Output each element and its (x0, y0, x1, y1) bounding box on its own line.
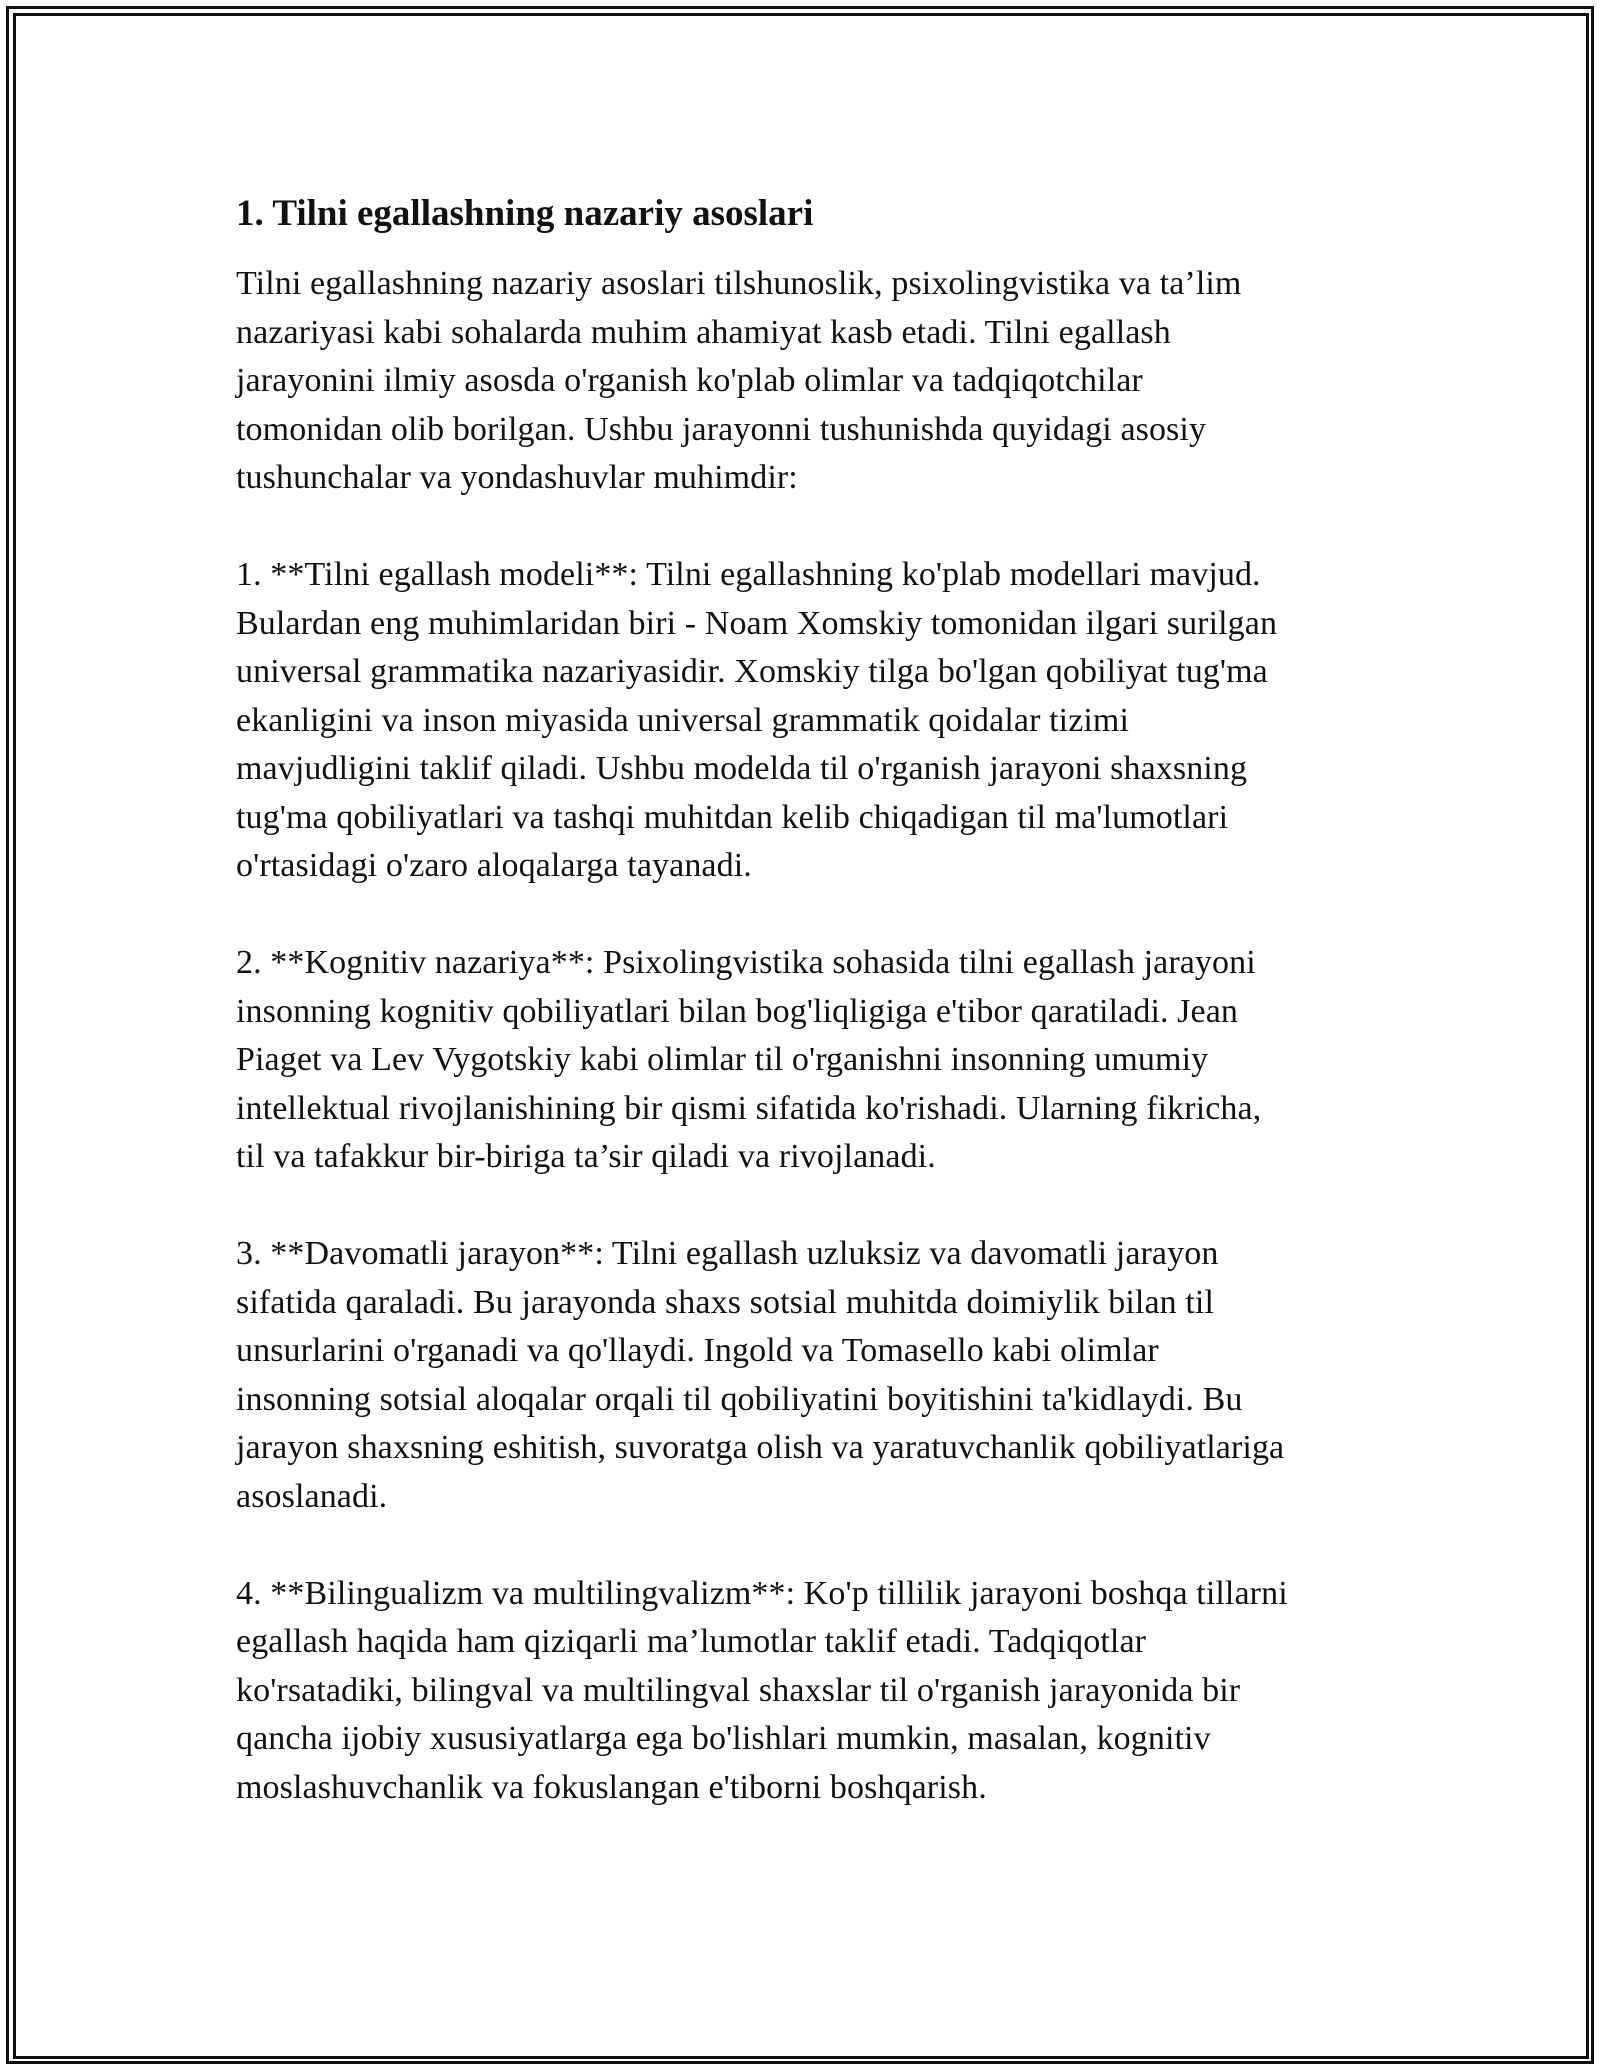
point-3-paragraph (236, 1230, 1416, 1521)
text-line: ko'rsatadiki, bilingval va multilingval shaxslar til o'rganish jarayonida bir (236, 1671, 1241, 1709)
text-line: 2. **Kognitiv nazariya**: Psixolingvistika sohasida tilni egallash jarayoni (236, 944, 1256, 981)
point-2-paragraph (236, 939, 1416, 1182)
text-line: 1. **Tilni egallash modeli**: Tilni egallashning ko'plab modellari mavjud. (236, 556, 1261, 593)
text-line: jarayon shaxsning eshitish, suvoratga olish va yaratuvchanlik qobiliyatlariga (236, 1429, 1285, 1466)
text-line: jarayonini ilmiy asosda o'rganish ko'plab olimlar va tadqiqotchilar (236, 362, 1143, 399)
text-line: Tilni egallashning nazariy asoslari tilshunoslik, psixolingvistika va ta’lim (236, 265, 1242, 302)
text-line: til va tafakkur bir-biriga ta’sir qiladi va rivojlanadi. (236, 1138, 936, 1175)
text-line: Bulardan eng muhimlaridan biri - Noam Xomskiy tomonidan ilgari surilgan (236, 604, 1278, 642)
text-line: universal grammatika nazariyasidir. Xomskiy tilga bo'lgan qobiliyat tug'ma (236, 653, 1268, 690)
text-line: ekanligini va inson miyasida universal grammatik qoidalar tizimi (236, 701, 1130, 739)
document-body (236, 186, 1416, 1861)
text-line: egallash haqida ham qiziqarli ma’lumotlar taklif etadi. Tadqiqotlar (236, 1623, 1147, 1660)
text-line: intellektual rivojlanishining bir qismi sifatida ko'rishadi. Ularning fikricha, (236, 1089, 1262, 1127)
text-line: insonning sotsial aloqalar orqali til qobiliyatini boyitishini ta'kidlaydi. Bu (236, 1380, 1243, 1418)
text-line: asoslanadi. (236, 1477, 388, 1515)
text-line: sifatida qaraladi. Bu jarayonda shaxs sotsial muhitda doimiylik bilan til (236, 1283, 1215, 1321)
text-line: tushunchalar va yondashuvlar muhimdir: (236, 459, 798, 496)
text-line: insonning kognitiv qobiliyatlari bilan bog'liqligiga e'tibor qaratiladi. Jean (236, 992, 1239, 1030)
text-line: tug'ma qobiliyatlari va tashqi muhitdan kelib chiqadigan til ma'lumotlari (236, 798, 1229, 836)
text-line: nazariyasi kabi sohalarda muhim ahamiyat kasb etadi. Tilni egallash (236, 313, 1171, 351)
point-4-paragraph (236, 1570, 1416, 1813)
text-line: 4. **Bilingualizm va multilingvalizm**: Ko'p tillilik jarayoni boshqa tillarni (236, 1574, 1288, 1612)
text-line: 3. **Davomatli jarayon**: Tilni egallash uzluksiz va davomatli jarayon (236, 1235, 1219, 1272)
text-line: qancha ijobiy xususiyatlarga ega bo'lishlari mumkin, masalan, kognitiv (236, 1720, 1211, 1757)
text-line: o'rtasidagi o'zaro aloqalarga tayanadi. (236, 847, 752, 884)
section-heading: 1. Tilni egallashning nazariy asoslari (236, 193, 814, 234)
text-line: mavjudligini taklif qiladi. Ushbu modelda til o'rganish jarayoni shaxsning (236, 750, 1248, 787)
text-line: unsurlarini o'rganadi va qo'llaydi. Ingold va Tomasello kabi olimlar (236, 1332, 1159, 1369)
text-line: Piaget va Lev Vygotskiy kabi olimlar til o'rganishni insonning umumiy (236, 1041, 1209, 1078)
point-1-paragraph (236, 551, 1416, 891)
text-line: tomonidan olib borilgan. Ushbu jarayonni tushunishda quyidagi asosiy (236, 410, 1207, 448)
intro-paragraph (236, 260, 1416, 503)
text-line: moslashuvchanlik va fokuslangan e'tiborni boshqarish. (236, 1768, 987, 1806)
